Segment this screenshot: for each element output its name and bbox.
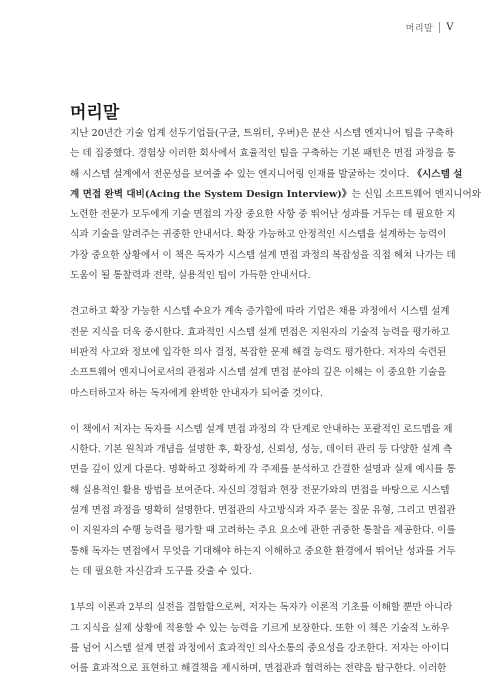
page-title: 머리말	[70, 103, 120, 123]
text-line: 시한다. 기본 원칙과 개념을 설명한 후, 확장성, 신뢰성, 성능, 데이터 관리 등 다양한 설계 측	[70, 444, 453, 456]
text-line: 지난 20년간 기술 업계 선두기업들(구글, 트위터, 우버)은 분산 시스템 엔지니어 팀을 구축하	[70, 128, 454, 139]
running-header	[406, 21, 454, 34]
running-header-section: 머리말	[405, 24, 434, 34]
text-line-with-bold: 해 시스템 설계에서 전문성을 보여줄 수 있는 엔지니어링 인재를 발굴하는 것이다. 《시스템 설	[70, 168, 463, 180]
page-number: V	[446, 22, 454, 33]
text-line: 는 데 필요한 자신감과 도구를 갖출 수 있다.	[70, 565, 252, 577]
text-line: 이 책에서 저자는 독자를 시스템 설계 면접 과정의 각 단계로 안내하는 포괄적인 로드맵을 제	[70, 423, 453, 435]
text-line: 설계 면접 과정을 명확히 설명한다. 면접관의 사고방식과 자주 묻는 질문 유형, 그리고 면접관	[70, 505, 456, 517]
text-line: 노련한 전문가 모두에게 기술 면접의 가장 중요한 사항 중 뛰어난 성과를 거두는 데 필요한 지	[70, 209, 456, 221]
text-line: 해 실용적인 활용 방법을 보여준다. 자신의 경험과 현장 전문가와의 면접을 바탕으로 시스템	[70, 484, 450, 496]
text-line: 식과 기술을 알려주는 귀중한 안내서다. 확장 가능하고 안정적인 시스템을 설계하는 능력이	[70, 229, 447, 241]
text-line: 전문 지식을 더욱 중시한다. 효과적인 시스템 설계 면접은 지원자의 기술적 능력을 평가하고	[70, 326, 450, 338]
book-title: 《시스템 설	[412, 168, 463, 180]
text-line: 는 데 집중했다. 경험상 이러한 회사에서 효율적인 팀을 구축하는 기본 패턴은 면접 과정을 통	[70, 148, 456, 160]
paragraph-3	[70, 420, 456, 582]
text-line: 어를 효과적으로 표현하고 해결책을 제시하며, 면접관과 협력하는 전략을 탐구한다. 이러한	[70, 663, 447, 675]
text-line: 를 넘어 시스템 설계 면접 과정에서 효과적인 의사소통의 중요성을 강조한다. 저자는 아이디	[70, 642, 450, 654]
text-line: 1부의 이론과 2부의 실전을 결합함으로써, 저자는 독자가 이론적 기초를 이해할 뿐만 아니라	[70, 602, 453, 614]
book-title: 계 면접 완벽 대비(Acing the System Design Interview)》	[70, 188, 352, 200]
running-header-divider	[439, 22, 440, 33]
text-line: 마스터하고자 하는 독자에게 완벽한 안내자가 되어줄 것이다.	[70, 387, 324, 399]
text-line: 소프트웨어 엔지니어로서의 관점과 시스템 설계 면접 분야의 깊은 이해는 이 중요한 기술을	[70, 367, 447, 379]
text-line: 도움이 될 통찰력과 전략, 실용적인 팁이 가득한 안내서다.	[70, 270, 311, 282]
text-line-with-bold: 계 면접 완벽 대비(Acing the System Design Interview)》는 신입 소프트웨어 엔지니어와	[70, 188, 482, 200]
text-line: 이 지원자의 수행 능력을 평가할 때 고려하는 주요 요소에 관한 귀중한 통찰을 제공한다. 이를	[70, 525, 456, 537]
text-line: 견고하고 확장 가능한 시스템 수요가 계속 증가함에 따라 기업은 채용 과정에서 시스템 설계	[70, 306, 450, 318]
body-text	[70, 124, 482, 695]
text-line: 가장 중요한 상황에서 이 책은 독자가 시스템 설계 면접 과정의 복잡성을 직접 헤쳐 나가는 데	[70, 249, 456, 261]
paragraph-2	[70, 302, 450, 403]
paragraph-4	[70, 598, 453, 679]
text-line: 통해 독자는 면접에서 무엇을 기대해야 하는지 이해하고 중요한 환경에서 뛰어난 성과를 거두	[70, 545, 456, 557]
text-line: 그 지식을 실제 상황에 적용할 수 있는 능력을 기르게 보장한다. 또한 이 책은 기술적 노하우	[70, 622, 450, 634]
text-line: 면을 깊이 있게 다룬다. 명확하고 정확하게 각 주제를 분석하고 간결한 설명과 실제 예시를 통	[70, 464, 456, 476]
paragraph-1	[70, 124, 482, 286]
text-line: 비판적 사고와 정보에 입각한 의사 결정, 복잡한 문제 해결 능력도 평가한다. 저자의 숙련된	[70, 346, 447, 358]
